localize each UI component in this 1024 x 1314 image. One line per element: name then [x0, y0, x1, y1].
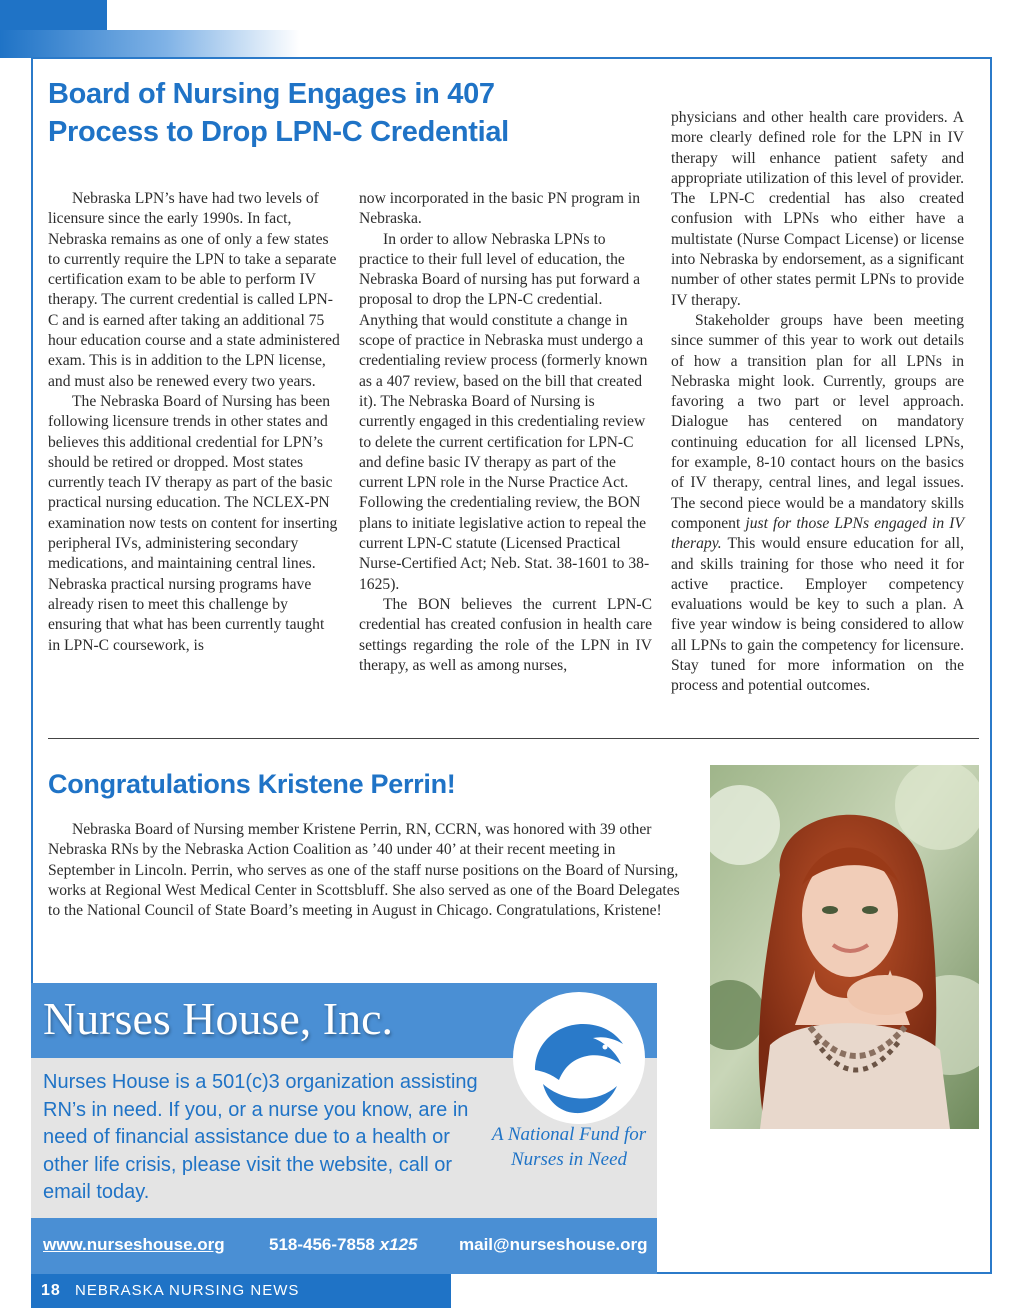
congrats-title: Congratulations Kristene Perrin!	[48, 769, 456, 799]
paragraph: The Nebraska Board of Nursing has been following licensure trends in other states and believes this additional credential for LPN’s should be retired or dropped. Most states currently teach IV therapy as part of the basic practical nursing education. The NCLEX-PN examination now tests on content for inserting peripheral IVs, administering secondary medications, and maintaining central lines. Nebraska practical nursing programs have already risen to meet this challenge by ensuring that what has been currently taught in LPN-C coursework, is	[48, 392, 338, 654]
paragraph: Nebraska LPN’s have had two levels of licensure since the early 1990s. In fact, Nebraska remains as one of only a few states to currently require the LPN to take a separate certification exam to be able to perform IV therapy. The current credential is called LPN-C and is earned after taking an additional 75 hour education course and a state administered exam. This is in addition to the LPN license, and must also be renewed every two years.	[48, 190, 340, 390]
paragraph: physicians and other health care providers. A more clearly defined role for the LPN in IV therapy will enhance patient safety and appropriate utilization of this level of provider. The LPN-C credential has also created confusion with LPNs who either have a multistate (Nurse Compact License) or license into Nebraska by endorsement, as a significant number of other states permit LPNs to provide IV therapy.	[671, 109, 964, 309]
emphasis-text: just for those LPNs engaged in IV therapy.	[671, 514, 964, 553]
article-column-2	[359, 189, 652, 676]
paragraph: now incorporated in the basic PN program in Nebraska.	[359, 190, 641, 228]
email-link[interactable]: mail@nurseshouse.org	[459, 1235, 648, 1254]
text-run: Stakeholder groups have been meeting since summer of this year to work out details of how a transition plan for all LPNs in Nebraska might look. Currently, groups are favoring a two part or level approach. Dialogue has centered on mandatory continuing education for all licensed LPNs, for example, 8-10 contact hours on the basics of IV therapy, central lines, and legal issues. The second piece would be a mandatory skills component	[671, 311, 964, 532]
article-column-1	[48, 189, 340, 656]
ad-contact-bar	[31, 1218, 657, 1274]
website-link[interactable]: www.nurseshouse.org	[43, 1235, 225, 1254]
article-headline: Board of Nursing Engages in 407 Process to Drop LPN-C Credential	[48, 78, 509, 148]
ad-body	[31, 1058, 657, 1218]
phone-extension: x125	[379, 1235, 418, 1254]
paragraph: The BON believes the current LPN-C credential has created confusion in health care settings regarding the role of the LPN in IV therapy, as well as among nurses,	[359, 595, 652, 674]
ad-tagline: A National Fund for Nurses in Need	[491, 1124, 647, 1170]
paragraph: In order to allow Nebraska LPNs to practice to their full level of education, the Nebraska Board of nursing has put forward a proposal to drop the LPN-C credential. Anything that would constitute a change in scope of practice in Nebraska must undergo a credentialing review process (formerly known as a 407 review, based on the bill that created it). The Nebraska Board of Nursing is currently engaged in this credentialing review to delete the current certification for LPN-C and define basic IV therapy as part of the current LPN role in the Nurse Practice Act. Following the credentialing review, the BON plans to initiate legislative action to repeal the current LPN-C statute (Licensed Practical Nurse-Certified Act; Neb. Stat. 38-1601 to 38-1625).	[359, 230, 650, 593]
phone-digits: 518-456-7858	[269, 1235, 375, 1254]
header-gradient-bar	[0, 30, 300, 58]
text-run: This would ensure education for all, and skills training for those who need it for active practice. Employer competency evaluations would be key to such a plan. A five year window is being considered to allow all LPNs to gain the competency for licensure. Stay tuned for more information on the process and potential outcomes.	[671, 535, 964, 695]
page-number: 18	[41, 1282, 61, 1299]
publication-title: NEBRASKA NURSING NEWS	[75, 1282, 300, 1299]
paragraph	[671, 311, 964, 697]
portrait-photo	[710, 765, 979, 1129]
phone-number	[269, 1235, 417, 1255]
page-footer	[31, 1274, 451, 1308]
section-divider	[48, 738, 979, 739]
paragraph: Nebraska Board of Nursing member Kristene Perrin, RN, CCRN, was honored with 39 other Nebraska RNs by the Nebraska Action Coalition as ’40 under 40’ at their recent meeting in September in Lincoln. Perrin, who serves as one of the staff nurse positions on the Board of Nursing, works at Regional West Medical Center in Scottsbluff. She also served as one of the Board Delegates to the National Council of State Board’s meeting in August in Chicago. Congratulations, Kristene!	[48, 821, 680, 920]
congrats-body	[48, 820, 684, 921]
dolphin-icon	[513, 992, 645, 1124]
ad-description: Nurses House is a 501(c)3 organization assisting RN’s in need. If you, or a nurse you know, are in need of financial assistance due to a health or other life crisis, please visit the website, call or email today.	[43, 1071, 478, 1203]
ad-title: Nurses House, Inc.	[43, 993, 394, 1044]
article-column-3	[671, 108, 964, 697]
